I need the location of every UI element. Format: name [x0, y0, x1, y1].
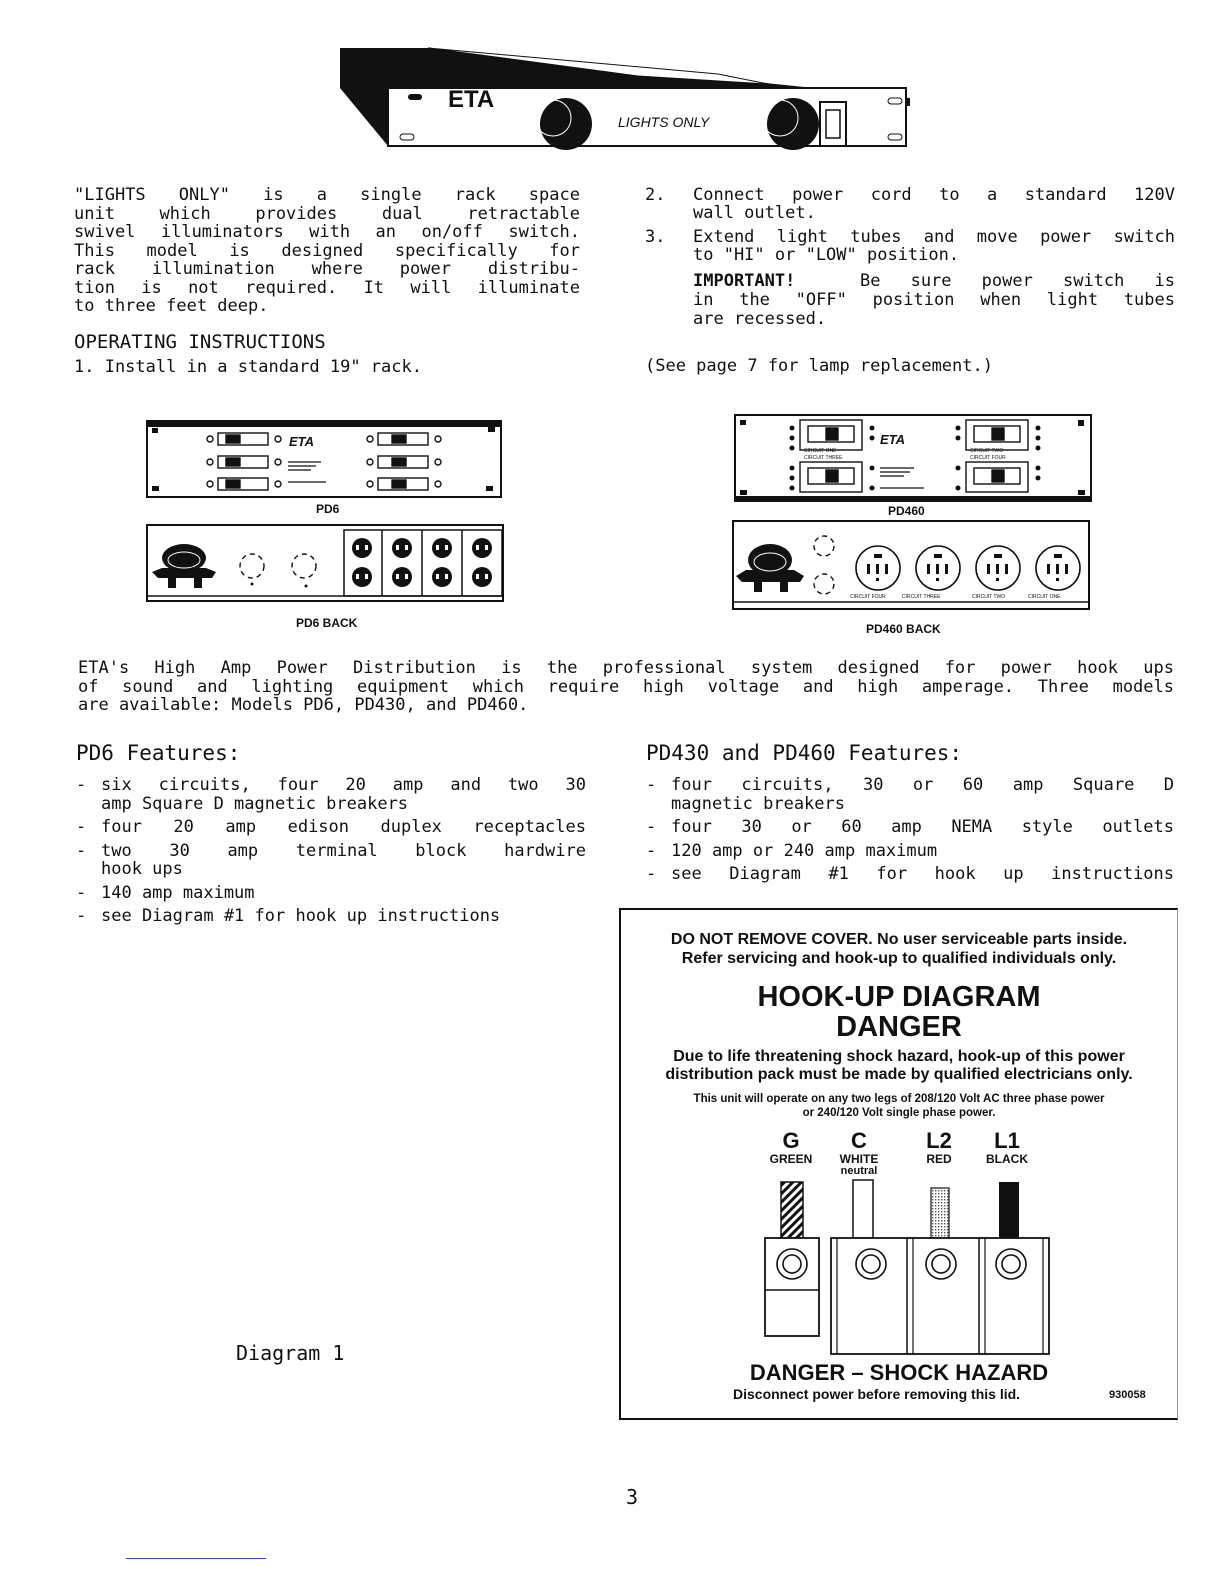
hookup-title — [621, 982, 1177, 1042]
pd6-features-list — [76, 776, 586, 931]
wire-letter: L2 — [926, 1128, 952, 1153]
pd6-back-panel — [146, 524, 504, 604]
intro-line: This model is designed specifically for — [74, 240, 580, 261]
intro-line: swivel illuminators with an on/off switch. — [74, 222, 580, 242]
pd6-front-panel — [146, 420, 502, 498]
step-3-line-2: to "HI" or "LOW" position. — [693, 245, 960, 265]
intro-line: to three feet deep. — [74, 296, 269, 316]
wire-color-name: RED — [926, 1152, 952, 1166]
pd460-front-caption: PD460 — [888, 504, 925, 518]
page-number: 3 — [626, 1485, 639, 1509]
intro-line: unit which provides dual retractable — [74, 203, 580, 224]
pd6-back-caption: PD6 BACK — [296, 616, 358, 630]
intro-line: rack illumination where power distribu- — [74, 259, 580, 279]
pd460-circuit-one-label: CIRCUIT ONE — [804, 448, 837, 454]
wire-letter: L1 — [994, 1128, 1020, 1153]
list-item: - 140 amp maximum — [76, 882, 255, 903]
operating-instructions-heading: OPERATING INSTRUCTIONS — [74, 331, 326, 353]
important-line-2: in the "OFF" position when light tubes — [693, 290, 1175, 310]
wire-color-name: GREEN — [769, 1152, 813, 1166]
lamp-replacement-note: (See page 7 for lamp replacement.) — [645, 356, 993, 376]
pd460-front-brand: ETA — [880, 432, 906, 447]
hookup-voltage-note — [621, 1092, 1177, 1120]
description-paragraph — [78, 659, 1174, 715]
important-line-3: are recessed. — [693, 309, 827, 329]
footnote-separator — [126, 1558, 266, 1559]
pd460-back-circuit-two-label: CIRCUIT TWO — [972, 594, 1006, 600]
step-1: 1. Install in a standard 19" rack. — [74, 357, 422, 377]
description-line: are available: Models PD6, PD430, and PD460. — [78, 695, 529, 715]
list-item: - four 30 or 60 amp NEMA style outlets — [646, 817, 1174, 837]
list-item: - 120 amp or 240 amp maximum — [646, 840, 938, 861]
hookup-footer-note: Disconnect power before removing this lid. — [733, 1386, 1021, 1402]
diagram-caption: Diagram 1 — [236, 1341, 345, 1365]
list-item: - four circuits, 30 or 60 amp Square D magnetic breakers — [646, 775, 1174, 814]
pd460-circuit-three-label: CIRCUIT THREE — [804, 455, 843, 461]
intro-line: "LIGHTS ONLY" is a single rack space — [74, 185, 580, 205]
important-label: IMPORTANT! — [693, 271, 796, 291]
step-2-line-2: wall outlet. — [693, 203, 816, 223]
list-item: - four 20 amp edison duplex receptacles — [76, 817, 586, 837]
pd460-back-panel — [732, 520, 1090, 612]
hookup-warning-line-2: Refer servicing and hook-up to qualified individuals only. — [681, 950, 1117, 967]
wire-sub-label: neutral — [840, 1165, 878, 1177]
wire-label-l1 — [977, 1130, 1037, 1166]
hookup-voltage-line-1: This unit will operate on any two legs of 208/120 Volt AC three phase power — [693, 1093, 1105, 1105]
wire-letter: C — [851, 1128, 867, 1153]
pd460-circuit-four-label: CIRCUIT FOUR — [970, 455, 1006, 461]
pd460-back-caption: PD460 BACK — [866, 622, 941, 636]
pd4-features-heading: PD430 and PD460 Features: — [646, 741, 963, 765]
list-item: - see Diagram #1 for hook up instructions — [76, 906, 501, 926]
hookup-warning-line-1: DO NOT REMOVE COVER. No user serviceable parts inside. — [670, 931, 1128, 948]
important-line-1: Be sure power switch is — [860, 271, 1175, 291]
pd460-back-circuit-one-label: CIRCUIT ONE — [1028, 594, 1061, 600]
list-item: - see Diagram #1 for hook up instructions — [646, 864, 1174, 884]
lights-unit-panel-label: LIGHTS ONLY — [618, 114, 710, 130]
hookup-diagram-box — [619, 908, 1178, 1420]
lights-only-illustration — [338, 46, 910, 158]
wire-label-l2 — [911, 1130, 967, 1166]
step-2-line-1: Connect power cord to a standard 120V — [693, 185, 1175, 205]
steps-column — [645, 186, 1175, 330]
description-line: of sound and lighting equipment which require high voltage and high amperage. Three models — [78, 676, 1174, 697]
pd460-circuit-two-label: CIRCUIT TWO — [970, 448, 1004, 454]
intro-line: tion is not required. It will illuminate — [74, 277, 580, 298]
hookup-title-line-2: DANGER — [836, 1011, 962, 1043]
hookup-voltage-line-2: or 240/120 Volt single phase power. — [802, 1107, 996, 1119]
terminal-block-diagram — [761, 1178, 1051, 1358]
pd460-back-circuit-three-label: CIRCUIT THREE — [902, 594, 941, 600]
wire-color-name: BLACK — [986, 1152, 1028, 1166]
wire-color-name: WHITE — [839, 1152, 879, 1166]
step-3-number: 3. — [645, 227, 666, 247]
description-line: ETA's High Amp Power Distribution is the professional system designed for power hook ups — [78, 658, 1174, 678]
list-item: - two 30 amp terminal block hardwire hook ups — [76, 840, 586, 879]
hookup-code: 930058 — [1109, 1389, 1146, 1401]
rack-unit-drawing — [338, 46, 910, 158]
pd6-front-brand: ETA — [289, 434, 315, 449]
intro-paragraph — [74, 186, 580, 316]
step-2-number: 2. — [645, 185, 666, 205]
pd4-features-list — [646, 776, 1174, 889]
list-item: - six circuits, four 20 amp and two 30 amp Square D magnetic breakers — [76, 775, 586, 814]
hookup-footer-title: DANGER – SHOCK HAZARD — [749, 1360, 1049, 1385]
pd6-front-caption: PD6 — [316, 502, 340, 516]
lights-unit-brand: ETA — [448, 86, 495, 113]
hookup-shock-line-1: Due to life threatening shock hazard, hook-up of this power — [673, 1048, 1125, 1065]
hookup-shock-line-2: distribution pack must be made by qualified electricians only. — [665, 1066, 1133, 1083]
hookup-warning — [621, 930, 1177, 968]
wire-label-c — [831, 1130, 887, 1177]
hookup-shock-warning — [621, 1048, 1177, 1084]
pd460-front-panel — [734, 414, 1092, 502]
pd6-features-heading: PD6 Features: — [76, 741, 241, 765]
wire-label-g — [763, 1130, 819, 1166]
hookup-title-line-1: HOOK-UP DIAGRAM — [757, 981, 1041, 1013]
pd460-back-circuit-four-label: CIRCUIT FOUR — [850, 594, 886, 600]
step-3-line-1: Extend light tubes and move power switch — [693, 227, 1175, 247]
wire-letter: G — [782, 1128, 800, 1153]
